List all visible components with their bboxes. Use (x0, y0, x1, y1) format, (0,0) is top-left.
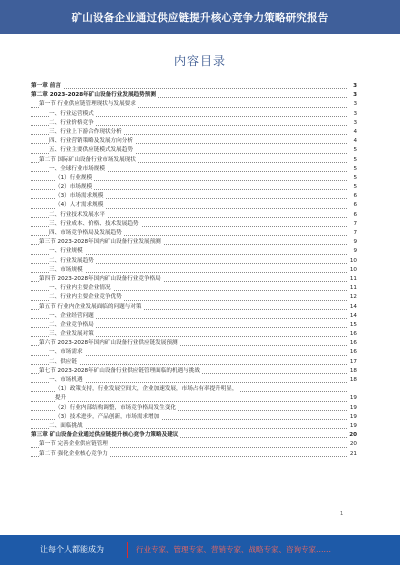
toc-entry-page: 14 (348, 303, 357, 312)
toc-entry-page: 7 (351, 229, 357, 238)
toc-entry[interactable] (31, 358, 357, 367)
toc-entry-page: 9 (351, 247, 357, 256)
toc-entry-page: 4 (351, 128, 357, 137)
toc-entry[interactable] (31, 330, 357, 339)
toc-entry[interactable] (31, 367, 357, 376)
toc-entry-text: 第七节 2023-2028年矿山设备行业供应链管理面临的机遇与挑战 (39, 367, 202, 376)
toc-entry-text: 二、行业内主要企业竞争优势 (49, 293, 124, 302)
toc-entry-page: 11 (348, 275, 357, 284)
toc-entry[interactable] (31, 128, 357, 137)
toc-entry-page: 5 (351, 156, 357, 165)
toc-entry-text: 提升 (55, 394, 68, 403)
toc-entry-text: （3）技术进步，产品创新，市场需求增加 (55, 413, 161, 422)
toc-entry-page: 21 (348, 450, 357, 459)
toc-entry-text: 三、企业发展对策 (49, 330, 96, 339)
toc-entry-text: 第三节 2023-2028年国内矿山设备行业发展预测 (39, 238, 163, 247)
toc-entry-text: （4）人才需求规模 (55, 201, 105, 210)
toc-entry-page: 18 (348, 376, 357, 385)
toc-leader (31, 88, 347, 89)
toc-entry[interactable] (31, 146, 357, 155)
toc-entry[interactable] (31, 339, 357, 348)
toc-entry-text: 二、行业价格竞争 (49, 119, 96, 128)
toc-entry-page: 10 (348, 257, 357, 266)
toc-entry[interactable] (31, 257, 357, 266)
toc-entry-text: （2）市场规模 (55, 183, 94, 192)
toc-entry-text: 四、行业营销策略及发展方向分析 (49, 137, 135, 146)
toc-entry[interactable] (31, 293, 357, 302)
toc-entry-page: 20 (348, 440, 357, 449)
footer-divider (127, 542, 128, 558)
toc-entry-text: 一、市场需求 (49, 348, 85, 357)
toc-entry-text: 二、供应链 (49, 358, 79, 367)
toc-entry[interactable] (31, 110, 357, 119)
toc-entry-page: 20 (347, 431, 357, 440)
toc-entry[interactable] (31, 165, 357, 174)
toc-entry-text: 第五节 行业内企业发展面临的问题与对策 (39, 303, 143, 312)
toc-entry-text: 第三章 矿山设备企业通过供应链提升核心竞争力策略及建议 (31, 431, 180, 440)
toc-entry-text: 第一节 行业供应链管理现状与发展要求 (39, 100, 138, 109)
toc-entry[interactable] (31, 137, 357, 146)
toc-entry-text: 一、行业运营模式 (49, 110, 96, 119)
toc-heading: 内容目录 (173, 54, 226, 68)
toc-entry-text: 一、市场机遇 (49, 376, 85, 385)
toc-entry-page: 5 (351, 183, 357, 192)
toc-entry[interactable] (31, 82, 357, 91)
toc-entry-page: 19 (348, 394, 357, 403)
toc-entry-text: （1）行业规模 (55, 174, 94, 183)
toc-entry-page: 18 (348, 367, 357, 376)
toc-entry[interactable] (31, 321, 357, 330)
toc-entry-text: （2）行业内部结构调整，市场竞争格局发生变化 (55, 404, 178, 413)
toc-entry[interactable] (31, 431, 357, 440)
toc-entry-text: 一、行业内主要企业情况 (49, 284, 113, 293)
toc-entry-text: 三、行业成本、价格、技术发展趋势 (49, 220, 141, 229)
footer-slogan: 让每个人都能成为 (40, 545, 104, 554)
toc-entry-text: 三、市场规模 (49, 266, 85, 275)
toc-entry[interactable] (31, 100, 357, 109)
toc-entry-page: 5 (351, 174, 357, 183)
toc-entry-page: 3 (351, 119, 357, 128)
toc-entry[interactable] (31, 266, 357, 275)
toc-entry[interactable] (31, 156, 357, 165)
toc-leader (31, 401, 347, 402)
toc-entry-page: 6 (351, 201, 357, 210)
toc-entry-page: 7 (351, 220, 357, 229)
toc-entry-page: 19 (348, 404, 357, 413)
toc-entry-page: 6 (351, 211, 357, 220)
toc-entry-text: 第二节 强化企业核心竞争力 (39, 450, 110, 459)
toc-entry-page: 16 (348, 330, 357, 339)
toc-entry[interactable] (31, 119, 357, 128)
toc-entry[interactable] (31, 312, 357, 321)
toc-entry-page: 19 (348, 422, 357, 431)
toc-entry-text: 一、企业经营问题 (49, 312, 96, 321)
toc-entry-page: 16 (348, 339, 357, 348)
toc-entry[interactable] (31, 91, 357, 100)
toc-entry[interactable] (31, 303, 357, 312)
toc-entry-page: 5 (351, 146, 357, 155)
footer-tagline: 行业专家、管理专家、营销专家、战略专家、咨询专家…… (136, 545, 331, 554)
toc-entry-text: （3）市场需求规模 (55, 192, 105, 201)
toc-entry-text: 第二节 国际矿山设备行业市场发展现状 (39, 156, 138, 165)
toc-entry-page: 16 (348, 348, 357, 357)
report-title: 矿山设备企业通过供应链提升核心竞争力策略研究报告 (71, 12, 329, 24)
toc-entry[interactable] (31, 394, 357, 403)
toc-entry-text: 第一章 前言 (31, 82, 63, 91)
toc-entry-text: 四、市场竞争格局及发展趋势 (49, 229, 124, 238)
toc-entry[interactable] (31, 183, 357, 192)
toc-entry[interactable] (31, 284, 357, 293)
header-bar (0, 0, 400, 34)
toc-entry[interactable] (31, 385, 357, 394)
toc-entry[interactable] (31, 229, 357, 238)
toc-entry[interactable] (31, 201, 357, 210)
toc-entry-page: 4 (351, 137, 357, 146)
toc-entry-text: 一、行业规模 (49, 247, 85, 256)
toc-entry[interactable] (31, 238, 357, 247)
toc-entry[interactable] (31, 348, 357, 357)
toc-entry-page: 19 (348, 413, 357, 422)
toc-entry-page: 5 (351, 165, 357, 174)
toc-entry[interactable] (31, 275, 357, 284)
footer-bar (0, 535, 400, 565)
toc-entry-text: 第六节 2023-2028年国内矿山设备行业供应链发展预测 (39, 339, 180, 348)
toc-entry-page: 6 (351, 192, 357, 201)
toc-entry-text: 第二章 2023-2028年矿山设备行业发展趋势预测 (31, 91, 158, 100)
toc-entry-text: 第一节 完善企业供应链管理 (39, 440, 110, 449)
toc-entry-text: 第四节 2023-2028年国内矿山设备行业竞争格局 (39, 275, 163, 284)
toc-entry-page: 3 (351, 110, 357, 119)
toc-entry-page: 3 (351, 91, 357, 100)
toc-entry-text: 三、行业上下游合作现状分析 (49, 128, 124, 137)
toc-entry-text: 五、行业主要供应链模式发展趋势 (49, 146, 135, 155)
toc-entry[interactable] (31, 413, 357, 422)
toc-entry[interactable] (31, 192, 357, 201)
toc-entry-text: 二、行业发展趋势 (49, 257, 96, 266)
toc-entry[interactable] (31, 220, 357, 229)
toc-entry-text: 二、企业竞争格局 (49, 321, 96, 330)
toc-entry-page: 15 (348, 321, 357, 330)
table-of-contents (31, 82, 357, 459)
toc-entry[interactable] (31, 376, 357, 385)
toc-entry[interactable] (31, 422, 357, 431)
toc-entry-text: 一、全球行业市场规模 (49, 165, 107, 174)
page-number: 1 (340, 511, 344, 517)
toc-entry-text: 二、面临挑战 (49, 422, 85, 431)
toc-entry-page: 9 (351, 238, 357, 247)
toc-entry[interactable] (31, 211, 357, 220)
toc-entry-page: 10 (348, 266, 357, 275)
toc-entry[interactable] (31, 440, 357, 449)
toc-entry-page: 3 (351, 100, 357, 109)
toc-entry[interactable] (31, 247, 357, 256)
toc-entry-page: 17 (348, 358, 357, 367)
toc-entry[interactable] (31, 174, 357, 183)
toc-entry[interactable] (31, 450, 357, 459)
toc-entry-page: 3 (351, 82, 357, 91)
toc-entry-text: （1）政策支持，行业发展空间大，企业加速发展，市场占有率提升明显， (55, 385, 240, 394)
toc-entry-page: 12 (348, 293, 357, 302)
toc-entry-page: 14 (348, 312, 357, 321)
toc-entry[interactable] (31, 404, 357, 413)
toc-entry-text: 二、行业技术发展水平 (49, 211, 107, 220)
toc-entry-page: 11 (348, 284, 357, 293)
